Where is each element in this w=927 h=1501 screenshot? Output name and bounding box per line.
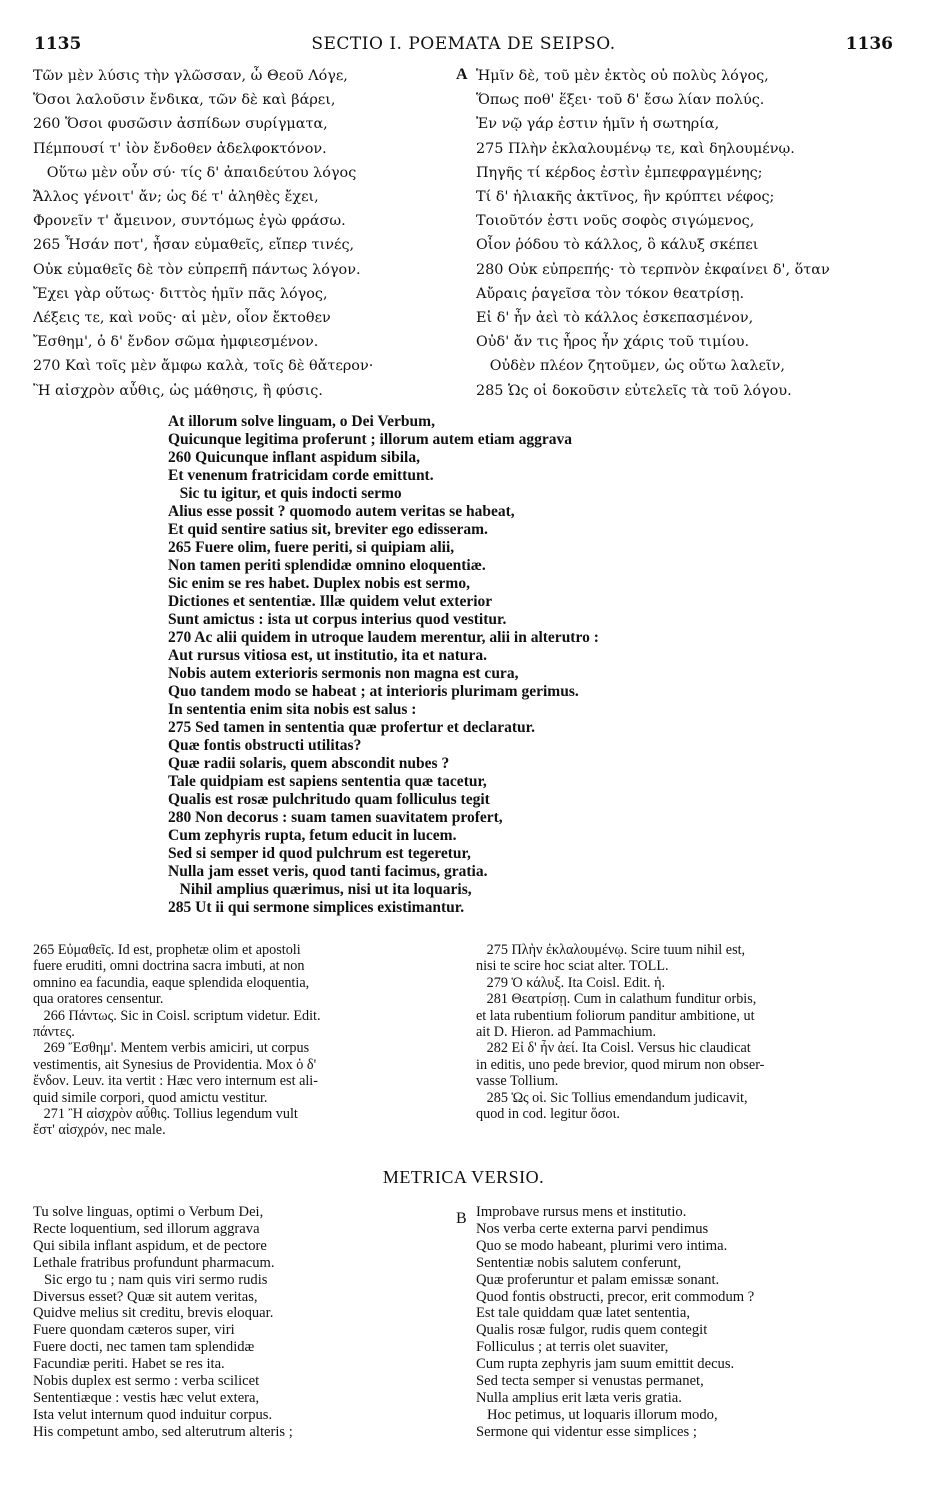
footnote-line: quod in cod. legitur ὅσοι.	[476, 1106, 620, 1123]
greek-verse-line: 270 Καὶ τοῖς μὲν ἄμφω καλὰ, τοῖς δὲ θἄτερον·	[33, 358, 374, 375]
metrica-verse-line: Ista velut internum quod induitur corpus.	[33, 1406, 273, 1423]
metrica-verse-line: Quod fontis obstructi, precor, erit commodum ?	[476, 1288, 755, 1305]
metrica-versio-heading: METRICA VERSIO.	[382, 1167, 545, 1187]
greek-verse-line: 275 Πλὴν ἐκλαλουμένῳ τε, καὶ δηλουμένῳ.	[476, 140, 795, 157]
footnote-line: quid simile corpori, quod amictu vestitur.	[33, 1089, 268, 1106]
footnote-line: ἔστ' αἰσχρόν, nec male.	[33, 1122, 166, 1139]
greek-verse-line: Φρονεῖν τ' ἄμεινον, συντόμως ἐγὼ φράσω.	[33, 213, 346, 230]
footnotes-left-column	[33, 942, 458, 1139]
metrica-verse-line: Sermone qui videntur esse simplices ;	[476, 1423, 697, 1440]
latin-verse-line: Sic enim se res habet. Duplex nobis est sermo,	[168, 575, 470, 592]
greek-verse-line: Ὅπως ποθ' ἕξει· τοῦ δ' ἔσω λίαν πολύς.	[476, 92, 765, 109]
latin-verse-line: Sunt amictus : ista ut corpus interius quod vestitur.	[168, 611, 507, 628]
section-title: SECTIO I. POEMATA DE SEIPSO.	[311, 34, 616, 54]
latin-verse-line: Qualis est rosæ pulchritudo quam folliculus tegit	[168, 791, 490, 808]
metrica-verse-line: Nos verba certe externa parvi pendimus	[476, 1220, 709, 1237]
footnote-line: 279 Ὁ κάλυξ. Ita Coisl. Edit. ἡ.	[476, 974, 666, 991]
footnote-line: ait D. Hieron. ad Pammachium.	[476, 1024, 657, 1041]
metrica-verse-line: Nobis duplex est sermo : verba scilicet	[33, 1373, 260, 1390]
latin-verse-line: 260 Quicunque inflant aspidum sibila,	[168, 449, 420, 466]
greek-verse-line: Πέμπουσί τ' ἰὸν ἔνδοθεν ἀδελφοκτόνον.	[33, 140, 327, 157]
latin-verse-line: Et quid sentire satius sit, breviter ego edisseram.	[168, 521, 488, 538]
footnotes-right-column	[476, 942, 906, 1122]
latin-verse-line: 275 Sed tamen in sententia quæ profertur et declaratur.	[168, 719, 535, 736]
greek-verse-line: Τί δ' ἡλιακῆς ἀκτῖνος, ἣν κρύπτει νέφος;	[476, 189, 775, 206]
greek-verse-line: 260 Ὅσοι φυσῶσιν ἀσπίδων συρίγματα,	[33, 116, 328, 133]
greek-text-right-column	[476, 64, 906, 403]
metrica-verse-line: Sic ergo tu ; nam quis viri sermo rudis	[33, 1271, 268, 1288]
footnote-line: vasse Tollium.	[476, 1073, 559, 1090]
footnote-line: in editis, uno pede brevior, quod mirum non obser-	[476, 1056, 765, 1073]
metrica-verse-line: Sententiæ nobis salutem conferunt,	[476, 1254, 682, 1271]
page-number-left: 1135	[34, 34, 82, 54]
latin-verse-line: Alius esse possit ? quomodo autem veritas se habeat,	[168, 503, 515, 520]
latin-verse-line: Nihil amplius quærimus, nisi ut ita loquaris,	[168, 881, 472, 898]
footnote-line: qua oratores censentur.	[33, 991, 164, 1008]
greek-verse-line: Ἄλλος γένοιτ' ἄν; ὡς δέ τ' ἀληθὲς ἔχει,	[33, 189, 319, 206]
greek-verse-line: Τοιοῦτόν ἐστι νοῦς σοφὸς σιγώμενος,	[476, 213, 755, 230]
latin-verse-line: Sed si semper id quod pulchrum est tegeretur,	[168, 845, 471, 862]
metrica-verse-line: Facundiæ periti. Habet se res ita.	[33, 1356, 225, 1373]
greek-verse-line: Πηγῆς τί κέρδος ἐστὶν ἐμπεφραγμένης;	[476, 164, 763, 181]
footnote-line: et lata rubentium foliorum panditur ambitione, ut	[476, 1007, 755, 1024]
metrica-versio-left-column	[33, 1204, 443, 1441]
greek-verse-line: Λέξεις τε, καὶ νοῦς· αἱ μὲν, οἷον ἔκτοθεν	[33, 310, 331, 327]
greek-verse-line: Αὔραις ῥαγεῖσα τὸν τόκον θεατρίσῃ.	[476, 285, 745, 302]
footnote-line: 266 Πάντως. Sic in Coisl. scriptum videtur. Edit.	[33, 1007, 321, 1024]
metrica-verse-line: Est tale quiddam quæ latet sententia,	[476, 1305, 690, 1322]
footnote-line: vestimentis, ait Synesius de Providentia. Mox ὁ δ'	[33, 1056, 317, 1073]
greek-verse-line: Τῶν μὲν λύσις τὴν γλῶσσαν, ὦ Θεοῦ Λόγε,	[33, 68, 348, 84]
metrica-verse-line: Hoc petimus, ut loquaris illorum modo,	[476, 1406, 718, 1423]
latin-verse-line: Dictiones et sententiæ. Illæ quidem velut exterior	[168, 593, 493, 610]
metrica-verse-line: Diversus esset? Quæ sit autem veritas,	[33, 1288, 258, 1305]
metrica-verse-line: Sed tecta semper si venustas permanet,	[476, 1373, 704, 1390]
latin-verse-line: Quo tandem modo se habeat ; at interioris plurimam gerimus.	[168, 683, 579, 700]
metrica-verse-line: Qualis rosæ fulgor, rudis quem contegit	[476, 1322, 708, 1339]
footnote-line: omnino ea facundia, eaque splendida eloquentia,	[33, 974, 310, 991]
latin-verse-line: 265 Fuere olim, fuere periti, si quipiam alii,	[168, 539, 455, 556]
footnote-line: 265 Εὐμαθεῖς. Id est, prophetæ olim et apostoli	[33, 942, 301, 958]
metrica-verse-line: Quidve melius sit creditu, brevis eloquar.	[33, 1305, 274, 1322]
running-header	[0, 34, 927, 60]
greek-verse-line: Ἢ αἰσχρὸν αὖθις, ὡς μάθησις, ἢ φύσις.	[33, 382, 323, 399]
latin-verse-line: 270 Ac alii quidem in utroque laudem merentur, alii in alterutro :	[168, 629, 599, 646]
greek-verse-line: Εἰ δ' ἦν ἀεὶ τὸ κάλλος ἐσκεπασμένον,	[476, 310, 754, 327]
metrica-verse-line: Qui sibila inflant aspidum, et de pectore	[33, 1237, 267, 1254]
metrica-verse-line: Fuere docti, nec tamen tam splendidæ	[33, 1339, 255, 1356]
column-marker-a: A	[456, 66, 468, 83]
greek-verse-line: Οὐδ' ἄν τις ἦρος ἦν χάρις τοῦ τιμίου.	[476, 334, 750, 351]
greek-verse-line: 280 Οὐκ εὐπρεπής· τὸ τερπνὸν ἐκφαίνει δ', ὅταν	[476, 261, 830, 278]
metrica-versio-right-column	[476, 1204, 906, 1441]
footnote-line: fuere eruditi, omni doctrina sacra imbuti, at non	[33, 958, 305, 975]
footnote-line: 271 Ἢ αἰσχρὸν αὖθις. Tollius legendum vult	[33, 1106, 298, 1123]
metrica-verse-line: Fuere quondam cæteros super, viri	[33, 1322, 235, 1339]
footnote-line: nisi te scire hoc sciat alter. TOLL.	[476, 958, 669, 975]
latin-verse-line: Et venenum fratricidam corde emittunt.	[168, 467, 434, 484]
latin-verse-line: Non tamen periti splendidæ omnino eloquentiæ.	[168, 557, 486, 574]
latin-verse-line: In sententia enim sita nobis est salus :	[168, 701, 417, 718]
page-number-right: 1136	[845, 34, 893, 54]
latin-verse-line: Aut rursus vitiosa est, ut institutio, ita et natura.	[168, 647, 488, 664]
footnote-line: 275 Πλὴν ἐκλαλουμένῳ. Scire tuum nihil est,	[476, 942, 746, 958]
latin-verse-line: Tale quidpiam est sapiens sententia quæ tacetur,	[168, 773, 487, 790]
latin-verse-line: 280 Non decorus : suam tamen suavitatem profert,	[168, 809, 503, 826]
latin-verse-line: At illorum solve linguam, o Dei Verbum,	[168, 413, 435, 430]
metrica-verse-line: Folliculus ; at terris olet suaviter,	[476, 1339, 669, 1356]
metrica-verse-line: Tu solve linguas, optimi o Verbum Dei,	[33, 1204, 264, 1220]
latin-verse-line: 285 Ut ii qui sermone simplices existimantur.	[168, 899, 465, 916]
metrica-verse-line: Cum rupta zephyris jam suum emittit decus.	[476, 1356, 735, 1373]
metrica-verse-line: His competunt ambo, sed alterutrum alteris ;	[33, 1423, 293, 1440]
latin-verse-line: Nulla jam esset veris, quod tanti facimus, gratia.	[168, 863, 488, 880]
greek-verse-line: Οὐδὲν πλέον ζητοῦμεν, ὡς οὕτω λαλεῖν,	[476, 358, 785, 375]
greek-verse-line: Ἔσθημ', ὁ δ' ἔνδον σῶμα ἠμφιεσμένον.	[33, 334, 319, 351]
footnote-line: ἔνδον. Leuv. ita vertit : Hæc vero internum est ali-	[33, 1073, 318, 1090]
metrica-verse-line: Recte loquentium, sed illorum aggrava	[33, 1220, 260, 1237]
greek-verse-line: Ὅσοι λαλοῦσιν ἔνδικα, τῶν δὲ καὶ βάρει,	[33, 92, 336, 109]
latin-verse-line: Quæ radii solaris, quem abscondit nubes ?	[168, 755, 450, 772]
latin-verse-line: Quicunque legitima proferunt ; illorum autem etiam aggrava	[168, 431, 572, 448]
greek-verse-line: 265 Ἦσάν ποτ', ἦσαν εὐμαθεῖς, εἴπερ τινές,	[33, 237, 355, 254]
latin-verse-line: Cum zephyris rupta, fetum educit in lucem.	[168, 827, 457, 844]
latin-verse-line: Quæ fontis obstructi utilitas?	[168, 737, 362, 754]
greek-verse-line: Ἡμῖν δὲ, τοῦ μὲν ἐκτὸς οὐ πολὺς λόγος,	[476, 68, 769, 84]
metrica-verse-line: Improbave rursus mens et institutio.	[476, 1204, 687, 1220]
latin-verse-line: Sic tu igitur, et quis indocti sermo	[168, 485, 402, 502]
greek-verse-line: Οὕτω μὲν οὖν σύ· τίς δ' ἀπαιδεύτου λόγος	[33, 164, 357, 181]
greek-verse-line: Οἷον ῥόδου τὸ κάλλος, ὃ κάλυξ σκέπει	[476, 237, 759, 254]
latin-translation	[168, 413, 888, 917]
column-marker-b: B	[456, 1210, 467, 1227]
footnote-line: 269 Ἔσθημ'. Mentem verbis amiciri, ut corpus	[33, 1040, 310, 1057]
footnote-line: 282 Εἰ δ' ἦν ἀεί. Ita Coisl. Versus hic claudicat	[476, 1040, 751, 1057]
metrica-verse-line: Quo se modo habeant, plurimi vero intima.	[476, 1237, 728, 1254]
metrica-verse-line: Sententiæque : vestis hæc velut extera,	[33, 1389, 260, 1406]
footnote-line: 281 Θεατρίσῃ. Cum in calathum funditur orbis,	[476, 991, 757, 1008]
metrica-verse-line: Quæ proferuntur et palam emissæ sonant.	[476, 1271, 720, 1288]
greek-verse-line: Οὐκ εὐμαθεῖς δὲ τὸν εὐπρεπῆ πάντως λόγον.	[33, 261, 361, 278]
latin-verse-line: Nobis autem exterioris sermonis non magna est cura,	[168, 665, 519, 682]
footnote-line: πάντες.	[33, 1024, 75, 1041]
metrica-verse-line: Lethale fratribus profundunt pharmacum.	[33, 1254, 275, 1271]
greek-text-left-column	[33, 64, 453, 403]
greek-verse-line: Ἐν νῷ γάρ ἐστιν ἡμῖν ἡ σωτηρία,	[476, 116, 720, 133]
footnote-line: 285 Ὡς οἱ. Sic Tollius emendandum judicavit,	[476, 1089, 748, 1106]
metrica-verse-line: Nulla amplius erit læta veris gratia.	[476, 1389, 682, 1406]
greek-verse-line: 285 Ὡς οἱ δοκοῦσιν εὐτελεῖς τὰ τοῦ λόγου.	[476, 382, 792, 399]
greek-verse-line: Ἔχει γὰρ οὕτως· διττὸς ἡμῖν πᾶς λόγος,	[33, 285, 328, 302]
